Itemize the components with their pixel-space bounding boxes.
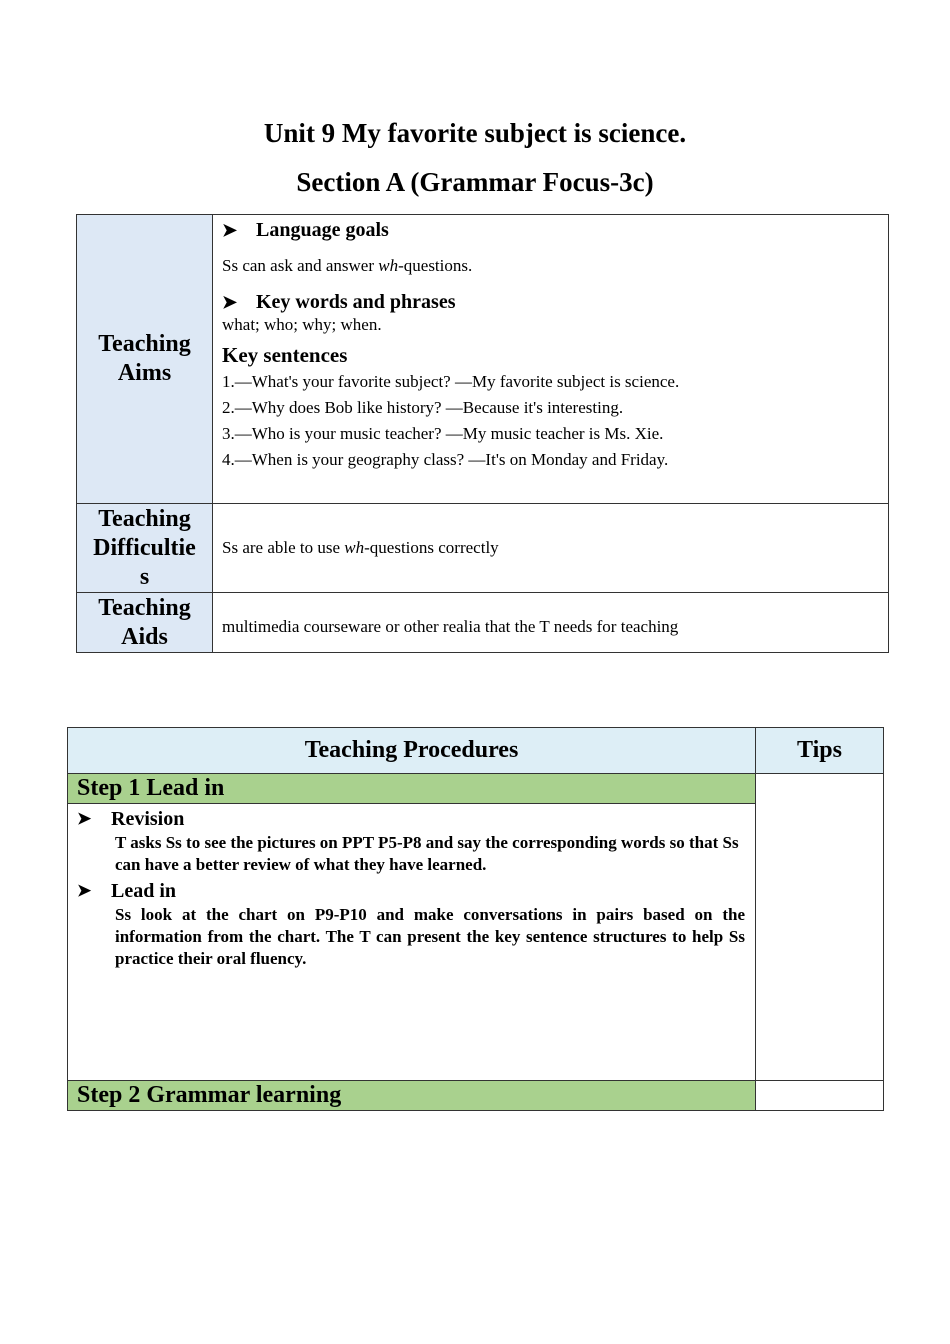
- teaching-difficulties-label: Teaching Difficulties: [77, 504, 213, 593]
- arrow-bullet-icon: ➤: [77, 881, 92, 900]
- language-goals-heading: ➤ Language goals: [222, 218, 389, 241]
- step1-tips-cell: [756, 774, 884, 1081]
- teaching-aims-label: Teaching Aims: [77, 215, 213, 504]
- step1-title: Step 1 Lead in: [68, 774, 756, 804]
- revision-text: T asks Ss to see the pictures on PPT P5-P8 and say the corresponding words so that Ss can have a better review of what they have learned.: [115, 833, 739, 874]
- key-sentence-4: 4.—When is your geography class? —It's on Monday and Friday.: [222, 450, 669, 469]
- step1-body: [68, 804, 756, 1081]
- key-words-text: what; who; why; when.: [222, 315, 382, 334]
- lesson-overview-table: [76, 214, 889, 653]
- step2-title: Step 2 Grammar learning: [68, 1081, 756, 1111]
- step2-tips-cell: [756, 1081, 884, 1111]
- document-title: Unit 9 My favorite subject is science.: [263, 118, 687, 148]
- arrow-bullet-icon: ➤: [222, 291, 238, 312]
- key-sentences-heading: Key sentences: [222, 343, 348, 367]
- procedures-header: Teaching Procedures: [68, 728, 756, 774]
- teaching-aims-content: [213, 215, 889, 504]
- key-sentence-3: 3.—Who is your music teacher? —My music teacher is Ms. Xie.: [222, 424, 664, 443]
- arrow-bullet-icon: ➤: [77, 809, 92, 828]
- revision-heading: ➤ Revision: [77, 807, 185, 830]
- leadin-text: Ss look at the chart on P9-P10 and make conversations in pairs based on the information from the chart. The T can present the key sentence structures to help Ss practice their oral fluency.: [115, 905, 745, 968]
- leadin-heading: ➤ Lead in: [77, 879, 177, 902]
- language-goals-text: Ss can ask and answer wh-questions.: [222, 256, 473, 275]
- teaching-difficulties-content: Ss are able to use wh-questions correctly: [213, 504, 889, 593]
- tips-header: Tips: [756, 728, 884, 774]
- key-sentence-2: 2.—Why does Bob like history? —Because it's interesting.: [222, 398, 624, 417]
- key-sentence-1: 1.—What's your favorite subject? —My favorite subject is science.: [222, 372, 680, 391]
- document-subtitle: Section A (Grammar Focus-3c): [296, 167, 654, 197]
- key-words-heading: ➤ Key words and phrases: [222, 290, 456, 313]
- teaching-procedures-table: [67, 727, 884, 1111]
- arrow-bullet-icon: ➤: [222, 219, 238, 240]
- teaching-aids-label: Teaching Aids: [77, 593, 213, 653]
- teaching-aids-content: multimedia courseware or other realia that the T needs for teaching: [213, 593, 889, 653]
